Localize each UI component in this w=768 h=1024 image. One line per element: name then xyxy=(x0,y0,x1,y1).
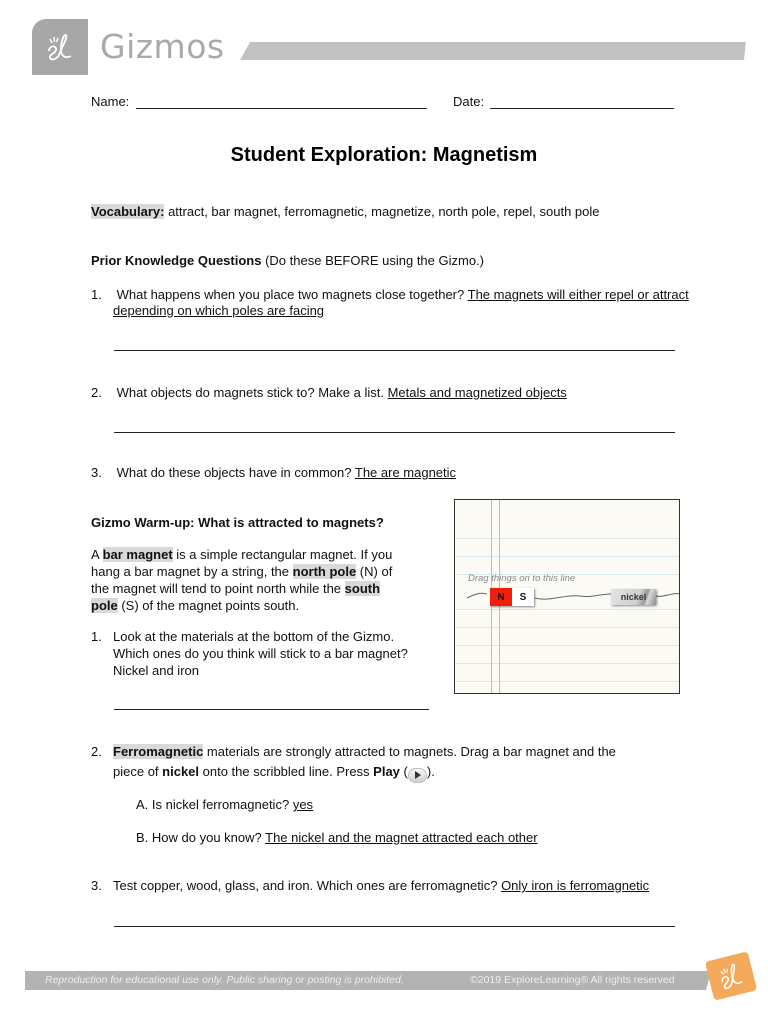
answer-line[interactable] xyxy=(114,432,675,433)
magnet-south-pole: S xyxy=(512,588,534,606)
answer-text[interactable]: Metals and magnetized objects xyxy=(387,385,567,400)
question-2b: B. How do you know? The nickel and the magnet attracted each other xyxy=(136,830,538,845)
explorelearning-footer-logo xyxy=(705,951,757,1000)
prior-question-1-answer-cont xyxy=(113,302,324,319)
term-north-pole: north pole xyxy=(292,564,357,579)
warmup-question-1: 1. Look at the materials at the bottom of the Gizmo. xyxy=(91,629,395,644)
name-label: Name: xyxy=(91,94,130,109)
term-ferromagnetic: Ferromagnetic xyxy=(113,744,204,759)
footer-notice: Reproduction for educational use only. Public sharing or posting is prohibited. xyxy=(45,974,404,986)
answer-line[interactable] xyxy=(114,926,675,927)
warmup-heading: Gizmo Warm-up: What is attracted to magnets? xyxy=(91,515,384,530)
warmup-question-2: 2. Ferromagnetic materials are strongly attracted to magnets. Drag a bar magnet and the xyxy=(91,744,616,759)
warmup-question-3: 3. Test copper, wood, glass, and iron. Which ones are ferromagnetic? Only iron is ferromagnetic xyxy=(91,878,650,893)
play-icon xyxy=(408,768,427,783)
warmup-intro-line-3: the magnet will tend to point north while the south xyxy=(91,581,381,596)
answer-text[interactable]: Only iron is ferromagnetic xyxy=(501,878,650,893)
date-label: Date: xyxy=(453,94,485,109)
answer-text[interactable]: The are magnetic xyxy=(354,465,457,480)
answer-text[interactable]: yes xyxy=(292,797,314,812)
drag-hint: Drag things on to this line xyxy=(468,573,576,584)
answer-text[interactable]: Nickel and iron xyxy=(113,663,199,678)
nickel-block[interactable]: nickel xyxy=(611,589,656,605)
prior-question-3: 3. What do these objects have in common? The are magnetic xyxy=(91,465,457,480)
vocabulary-label: Vocabulary: xyxy=(91,204,165,219)
vocabulary-terms: attract, bar magnet, ferromagnetic, magnetize, north pole, repel, south pole xyxy=(168,204,600,219)
vocabulary xyxy=(91,203,599,220)
el-logo-icon xyxy=(714,959,748,993)
question-2a: A. Is nickel ferromagnetic? yes xyxy=(136,797,314,812)
warmup-question-2-line-2: piece of nickel onto the scribbled line. Press Play ( ). xyxy=(113,763,435,783)
term-south-pole: south xyxy=(344,581,381,596)
term-bar-magnet: bar magnet xyxy=(102,547,173,562)
answer-line[interactable] xyxy=(114,350,675,351)
answer-text[interactable]: depending on which poles are facing xyxy=(113,303,325,318)
answer-text[interactable]: The nickel and the magnet attracted each other xyxy=(265,830,538,845)
warmup-intro-line-1: A bar magnet is a simple rectangular magnet. If you xyxy=(91,547,393,562)
explorelearning-logo xyxy=(32,19,88,75)
bar-magnet[interactable] xyxy=(490,588,534,606)
header-bar xyxy=(240,42,746,60)
page-title: Student Exploration: Magnetism xyxy=(230,144,538,166)
gizmo-screenshot xyxy=(454,499,680,694)
prior-knowledge-heading: Prior Knowledge Questions (Do these BEFORE using the Gizmo.) xyxy=(91,253,485,268)
brand-name: Gizmos xyxy=(100,27,225,66)
prior-question-2: 2. What objects do magnets stick to? Make a list. Metals and magnetized objects xyxy=(91,385,567,400)
date-field[interactable] xyxy=(490,108,674,109)
warmup-question-1-line-2: Which ones do you think will stick to a bar magnet? xyxy=(113,646,408,661)
name-field[interactable] xyxy=(136,108,427,109)
warmup-intro-line-4: pole (S) of the magnet points south. xyxy=(91,598,300,613)
answer-line[interactable] xyxy=(114,709,429,710)
answer-text[interactable]: The magnets will either repel or attract xyxy=(467,287,689,302)
el-logo-icon xyxy=(44,31,76,63)
warmup-intro-line-2: hang a bar magnet by a string, the north pole (N) of xyxy=(91,564,393,579)
footer-copyright: ©2019 ExploreLearning® All rights reserved xyxy=(470,974,675,986)
magnet-north-pole: N xyxy=(490,588,512,606)
prior-question-1: 1. What happens when you place two magnets close together? The magnets will either repel or attract xyxy=(91,287,689,302)
